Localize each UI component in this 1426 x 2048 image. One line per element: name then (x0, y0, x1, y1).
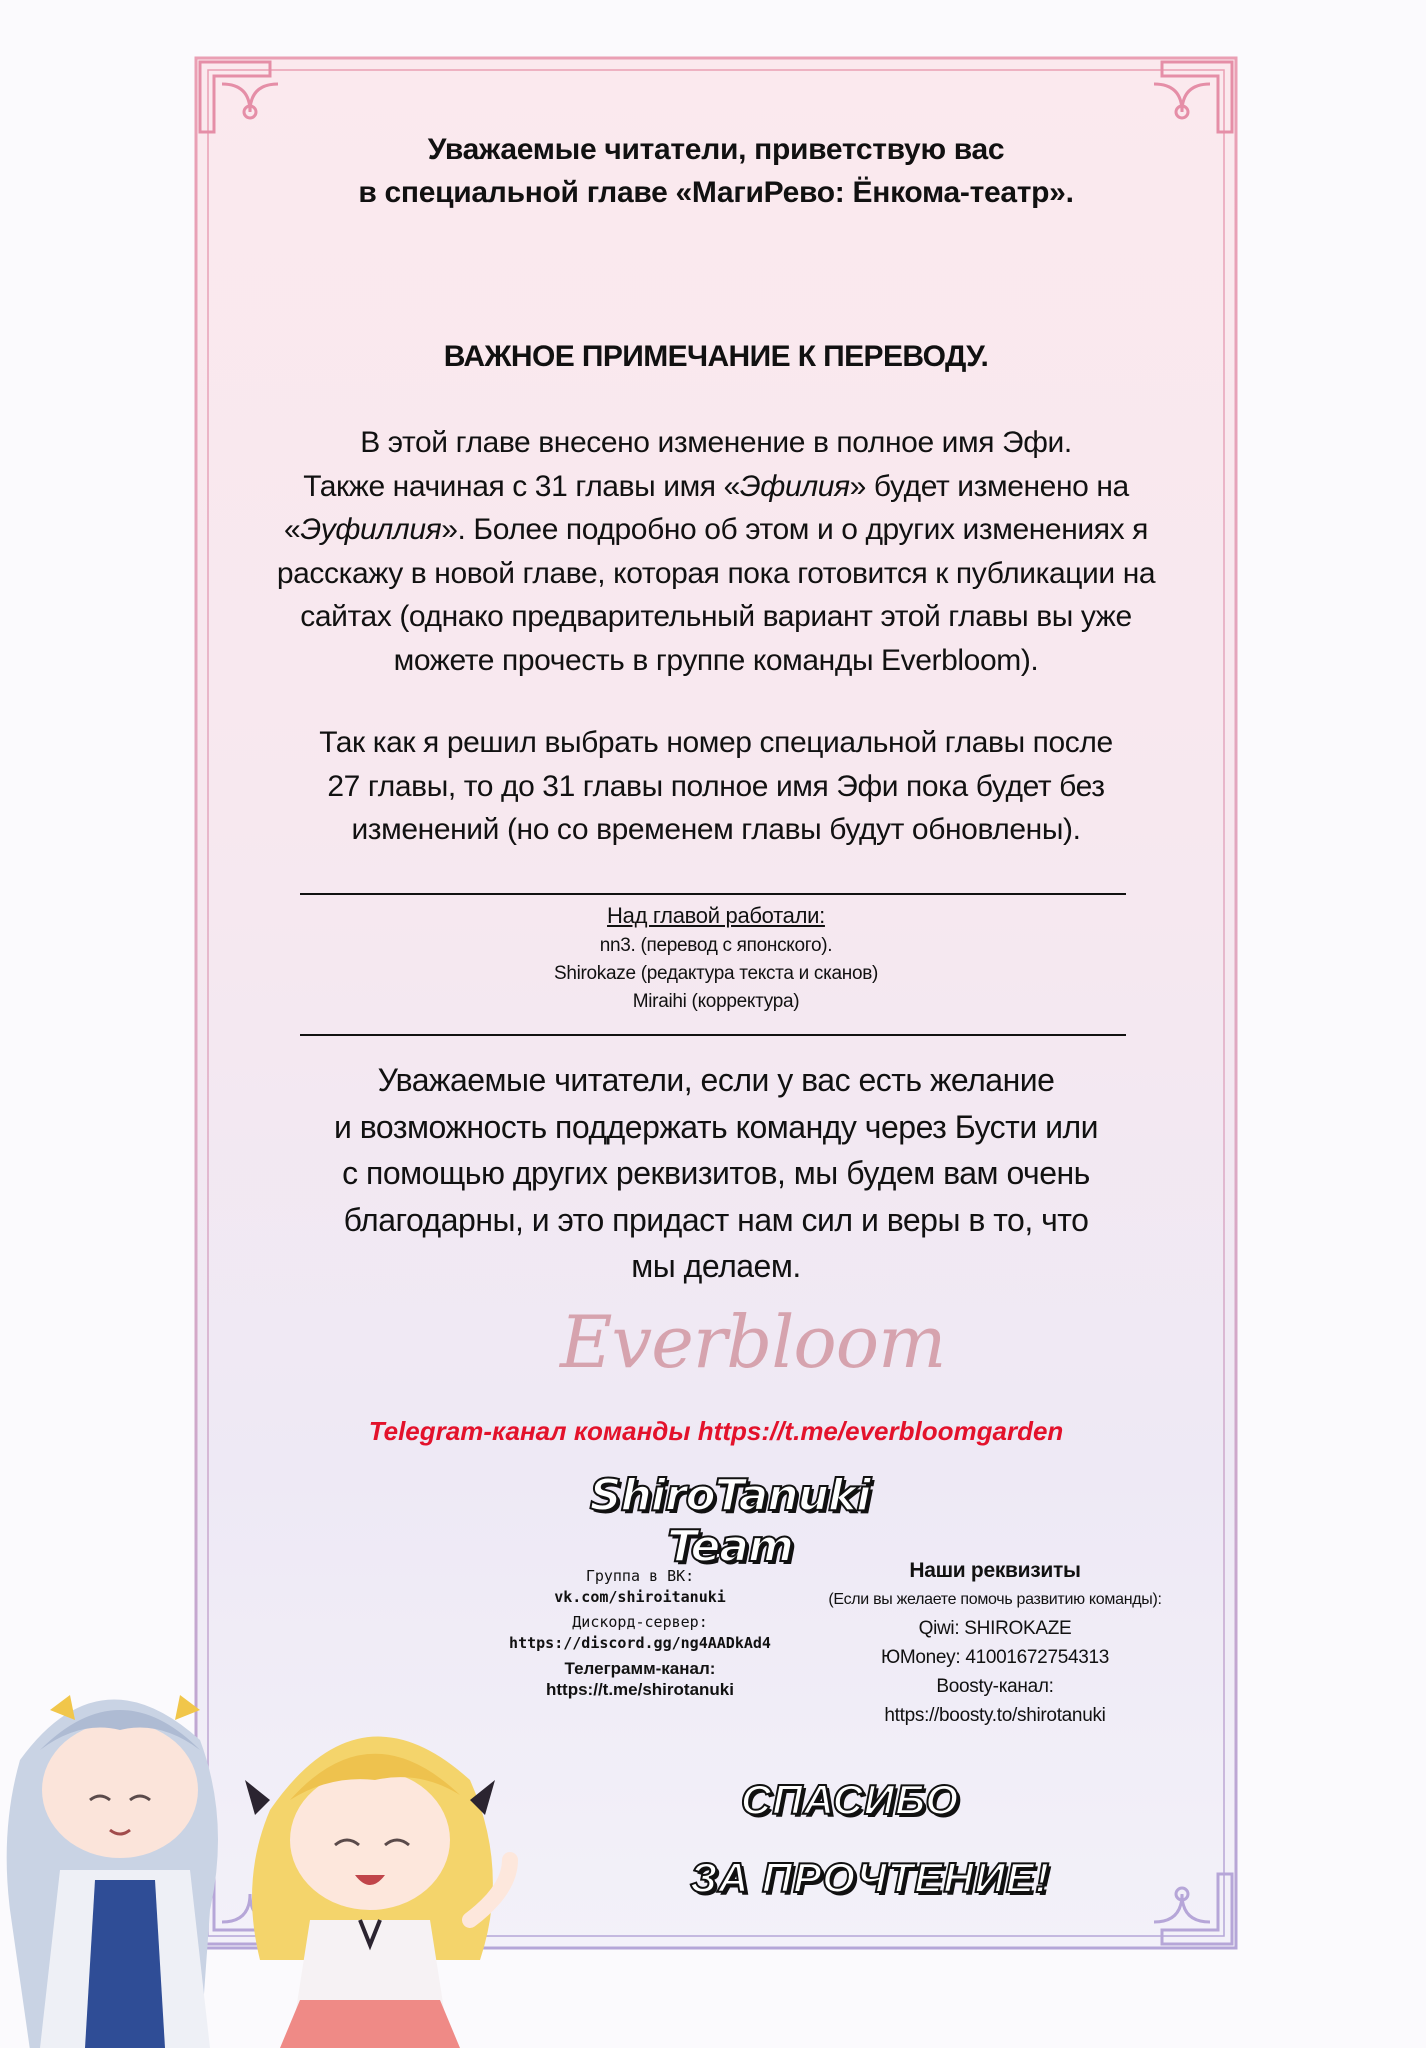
support-line: и возможность поддержать команду через Бусти или (333, 1108, 1098, 1145)
support-line: с помощью других реквизитов, мы будем вам очень (342, 1155, 1090, 1191)
boosty-link[interactable]: https://boosty.to/shirotanuki (884, 1705, 1106, 1726)
discord-label: Дискорд-сервер: (572, 1613, 708, 1631)
greeting-line-1: Уважаемые читатели, приветствую вас (427, 133, 1005, 166)
discord-link[interactable]: https://discord.gg/ng4AADkAd4 (509, 1634, 771, 1652)
translation-note-paragraph-1 (196, 421, 1236, 682)
credit-item: nn3. (перевод с японского). (599, 935, 833, 956)
requisites-heading: Наши реквизиты (909, 1559, 1081, 1582)
credits-heading: Над главой работали: (607, 903, 825, 928)
vk-label: Группа в ВК: (585, 1567, 695, 1585)
support-line: мы делаем. (631, 1248, 801, 1284)
support-appeal (196, 1057, 1236, 1290)
note-line-2: Также начиная с 31 главы имя «Эфилия» будет изменено на (303, 469, 1129, 503)
vk-link[interactable]: vk.com/shiroitanuki (554, 1588, 726, 1606)
note-rest: «Эуфиллия». Более подробно об этом и о других изменениях я расскажу в новой главе, которая пока готовится к публикации на сайтах (однако предварительный вариант этой главы вы уже можете прочесть в группе команды Everbloom). (276, 513, 1156, 677)
thanks-line-2: ЗА ПРОЧТЕНИЕ! (690, 1854, 1050, 1901)
qiwi-wallet: Qiwi: SHIROKAZE (918, 1618, 1072, 1639)
support-line: благодарны, и это придаст нам сил и веры в то, что (343, 1201, 1089, 1238)
everbloom-logo: Everbloom (560, 1300, 946, 1384)
divider-top (300, 893, 1126, 895)
new-name: Эуфиллия (300, 513, 442, 546)
credit-item: Miraihi (корректура) (632, 991, 800, 1012)
note-line-1: В этой главе внесено изменение в полное имя Эфи. (360, 426, 1072, 459)
telegram-channel-link[interactable]: Telegram-канал команды https://t.me/everbloomgarden (368, 1416, 1064, 1446)
note2-line-3: изменений (но со временем главы будут обновлены). (351, 813, 1081, 846)
requisites-note: (Если вы желаете помочь развитию команды): (828, 1591, 1162, 1608)
thanks-line-1: СПАСИБО (740, 1776, 960, 1823)
credits (196, 900, 1236, 1016)
requisites-block (800, 1556, 1190, 1730)
silver-haired-girl (7, 1695, 218, 2048)
support-line: Уважаемые читатели, если у вас есть желание (377, 1062, 1055, 1098)
note2-line-1: Так как я решил выбрать номер специальной главы после (319, 726, 1113, 759)
chibi-characters-illustration (0, 1640, 660, 2048)
yumoney-wallet: ЮMoney: 41001672754313 (880, 1647, 1110, 1668)
translation-note-title: ВАЖНОЕ ПРИМЕЧАНИЕ К ПЕРЕВОДУ. (443, 340, 989, 373)
credit-item: Shirokaze (редактура текста и сканов) (553, 963, 879, 984)
blonde-girl (245, 1737, 510, 2048)
shirotanuki-team-logo: ShiroTanuki Team (589, 1470, 871, 1572)
telegram-label: Телеграмм-канал: (564, 1659, 716, 1678)
old-name: Эфилия (739, 469, 850, 503)
greeting (196, 128, 1236, 214)
boosty-label: Boosty-канал: (936, 1676, 1054, 1697)
translation-note-paragraph-2 (196, 721, 1236, 852)
divider-bottom (300, 1034, 1126, 1036)
greeting-line-2: в специальной главе «МагиРево: Ёнкома-театр». (358, 176, 1074, 209)
telegram-link[interactable]: https://t.me/shirotanuki (546, 1680, 734, 1699)
note2-line-2: 27 главы, то до 31 главы полное имя Эфи пока будет без (327, 769, 1105, 803)
